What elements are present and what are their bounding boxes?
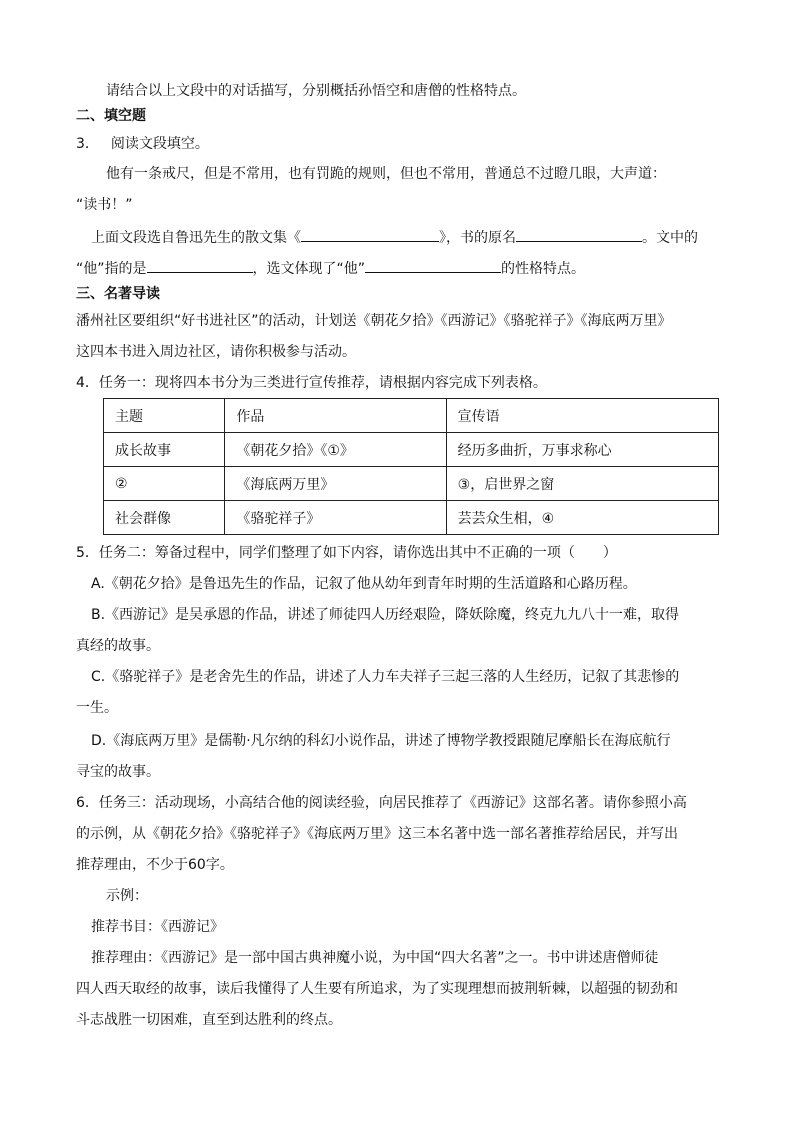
question-4-prompt: 4．任务一：现将四本书分为三类进行宣传推荐，请根据内容完成下列表格。 [76, 375, 547, 391]
question-6-prompt: 的示例，从《朝花夕拾》《骆驼祥子》《海底两万里》这三本名著中选一部名著推荐给居民，并写出 [76, 826, 678, 842]
fill-blank-line-2 [76, 258, 585, 279]
passage-line: “读书！” [76, 197, 133, 213]
fill-text: 上面文段选自鲁迅先生的散文集《 [91, 230, 301, 246]
fill-text: ，选文体现了“他” [252, 261, 366, 277]
table-cell: ② [104, 467, 225, 501]
example-reason: 推荐理由：《西游记》是一部中国古典神魔小说，为中国“四大名著”之一。书中讲述唐僧师徒 [91, 950, 659, 966]
option-b[interactable]: B.《西游记》是吴承恩的作品，讲述了师徒四人历经艰险，降妖除魔，终克九九八十一难，取得 [91, 607, 680, 623]
table-header-cell: 主题 [104, 399, 225, 433]
fill-text: 》，书的原名 [439, 230, 516, 246]
section-heading-classics: 三、名著导读 [76, 286, 160, 302]
option-b-continued: 真经的故事。 [76, 638, 160, 654]
fill-text: “他”指的是 [76, 261, 147, 277]
table-header-cell: 宣传语 [446, 399, 718, 433]
table-cell: 《骆驼祥子》 [225, 501, 446, 535]
table-cell: 经历多曲折，万事求称心 [446, 433, 718, 467]
table-header-cell: 作品 [225, 399, 446, 433]
activity-intro: 潘州社区要组织“好书进社区”的活动，计划送《朝花夕拾》《西游记》《骆驼祥子》《海底两万里》 [76, 313, 672, 329]
fill-text: 的性格特点。 [501, 261, 586, 277]
option-c-continued: 一生。 [76, 700, 118, 716]
answer-blank[interactable] [365, 258, 501, 273]
example-reason: 斗志战胜一切困难，直至到达胜利的终点。 [76, 1012, 342, 1028]
section-heading-fill-blank: 二、填空题 [76, 108, 146, 124]
passage-line: 他有一条戒尺，但是不常用，也有罚跪的规则，但也不常用，普通总不过瞪几眼，大声道： [106, 166, 666, 182]
question-6-prompt: 6．任务三：活动现场，小高结合他的阅读经验，向居民推荐了《西游记》这部名著。请你参照小高 [76, 795, 687, 811]
table-cell: 成长故事 [104, 433, 225, 467]
answer-blank[interactable] [301, 227, 439, 242]
option-d-continued: 寻宝的故事。 [76, 764, 160, 780]
option-c[interactable]: C.《骆驼祥子》是老舍先生的作品，讲述了人力车夫祥子三起三落的人生经历，记叙了其悲惨的 [91, 669, 680, 685]
option-d[interactable]: D.《海底两万里》是儒勒·凡尔纳的科幻小说作品，讲述了博物学教授跟随尼摩船长在海底航行 [91, 733, 671, 749]
table-cell: 《朝花夕拾》《①》 [225, 433, 446, 467]
table-header-row [104, 399, 719, 433]
question-5-prompt: 5．任务二：筹备过程中，同学们整理了如下内容，请你选出其中不正确的一项（ ） [76, 545, 617, 561]
question-prompt: 阅读文段填空。 [110, 136, 209, 152]
fill-text: 。文中的 [642, 230, 698, 246]
promotion-table [103, 398, 719, 535]
table-row [104, 501, 719, 535]
table-cell: 芸芸众生相，④ [446, 501, 718, 535]
table-cell: ③，启世界之窗 [446, 467, 718, 501]
table-cell: 社会群像 [104, 501, 225, 535]
question-number: 3． [76, 136, 99, 152]
answer-blank[interactable] [516, 227, 642, 242]
question-6-prompt: 推荐理由，不少于60字。 [76, 857, 234, 873]
table-row [104, 467, 719, 501]
answer-blank[interactable] [147, 258, 253, 273]
question-3-prompt [76, 134, 209, 154]
intro-instruction: 请结合以上文段中的对话描写，分别概括孙悟空和唐僧的性格特点。 [106, 83, 526, 99]
table-row [104, 433, 719, 467]
activity-intro: 这四本书进入周边社区，请你积极参与活动。 [76, 344, 356, 360]
example-label: 示例： [106, 888, 148, 904]
example-reason: 四人西天取经的故事，读后我懂得了人生要有所追求，为了实现理想而披荆斩棘，以超强的韧劲和 [76, 981, 678, 997]
fill-blank-line-1 [91, 227, 698, 248]
example-book: 推荐书目：《西游记》 [91, 919, 224, 935]
option-a[interactable]: A.《朝花夕拾》是鲁迅先生的作品，记叙了他从幼年到青年时期的生活道路和心路历程。 [91, 576, 637, 592]
table-cell: 《海底两万里》 [225, 467, 446, 501]
